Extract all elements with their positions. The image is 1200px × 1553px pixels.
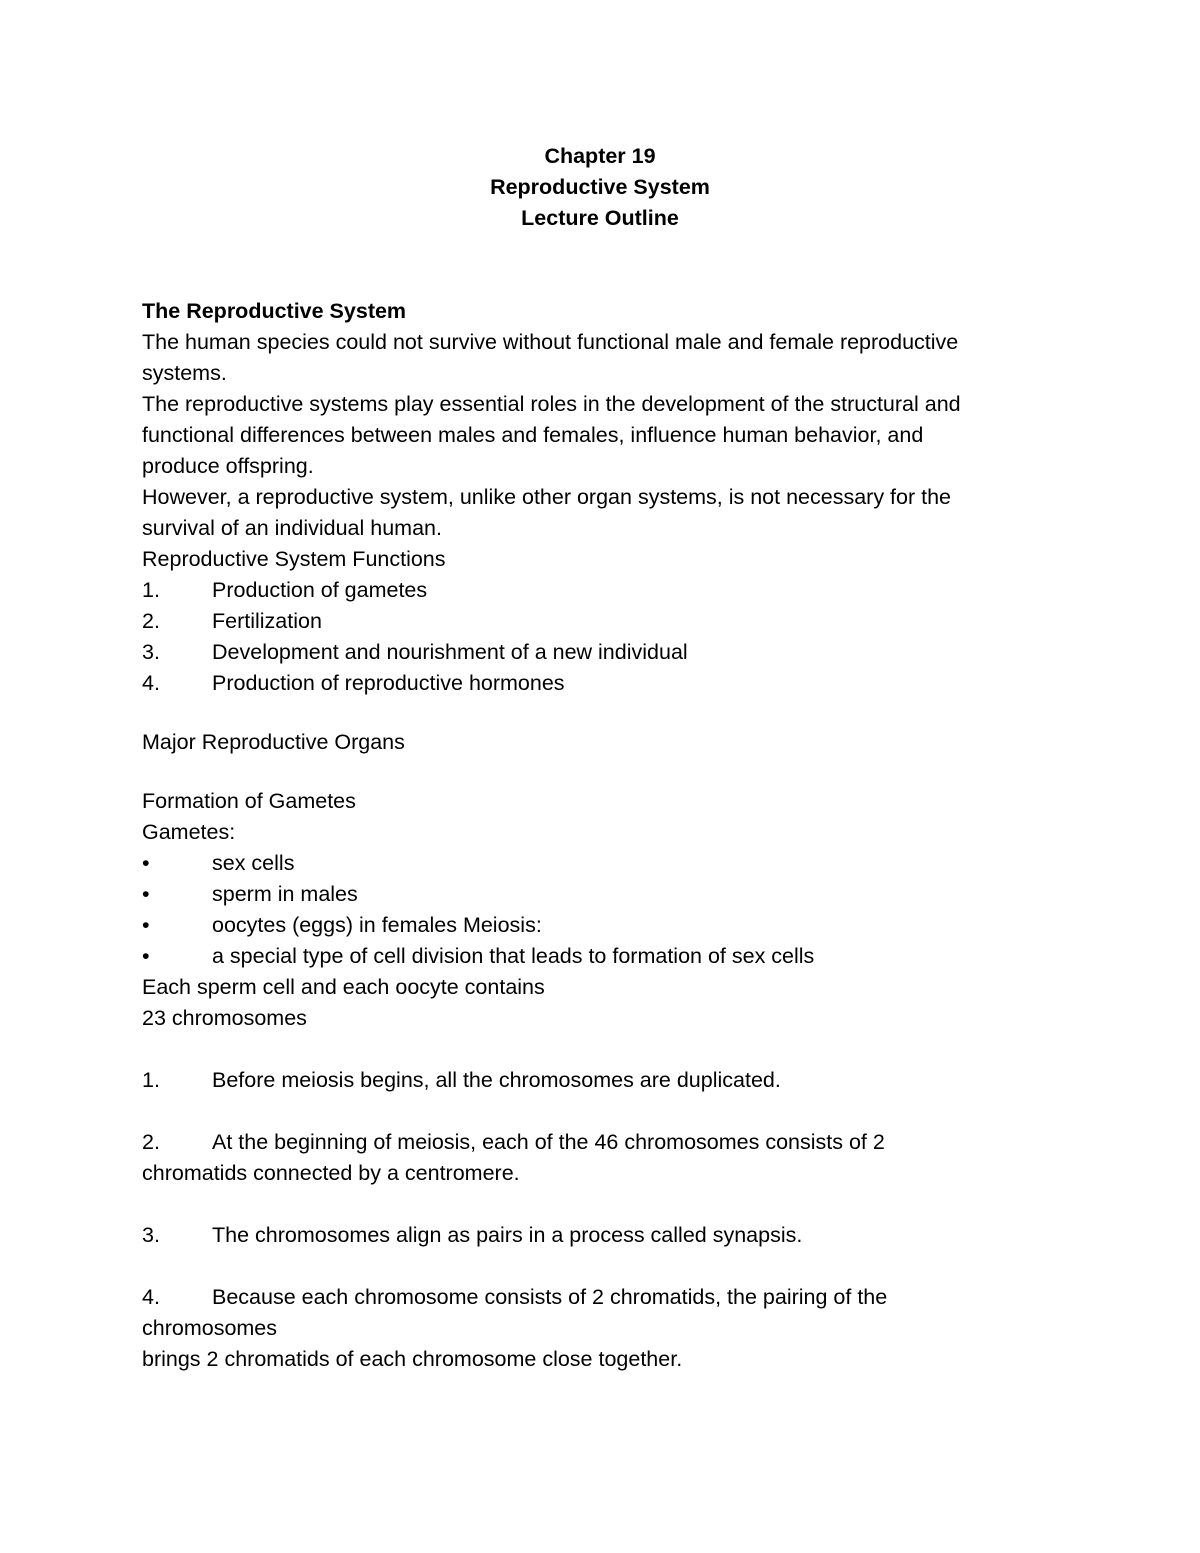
step-text: The chromosomes align as pairs in a process called synapsis. [212, 1223, 803, 1247]
list-marker: 4. [142, 671, 160, 695]
list-item-text: Production of reproductive hormones [212, 671, 565, 695]
bullet-item [142, 941, 1200, 972]
bullet-marker: • [142, 913, 150, 937]
list-item-text: Development and nourishment of a new individual [212, 640, 688, 664]
step-marker: 3. [142, 1223, 160, 1247]
step-text: Before meiosis begins, all the chromosomes are duplicated. [212, 1068, 781, 1092]
step-item [142, 1127, 1200, 1158]
bullet-item [142, 910, 1200, 941]
bullet-text: oocytes (eggs) in females Meiosis: [212, 913, 542, 937]
gametes-label: Gametes: [142, 820, 236, 844]
list-item [142, 606, 1200, 637]
list-marker: 3. [142, 640, 160, 664]
bullet-item [142, 879, 1200, 910]
step-continuation: chromatids connected by a centromere. [142, 1161, 520, 1185]
list-item [142, 668, 1200, 699]
step-continuation: chromosomes [142, 1316, 278, 1340]
section-heading-formation-of-gametes: Formation of Gametes [142, 789, 356, 813]
list-item-text: Production of gametes [212, 578, 428, 602]
bullet-marker: • [142, 882, 150, 906]
paragraph-line: produce offspring. [142, 454, 314, 478]
title-block [142, 141, 1058, 234]
step-item [142, 1220, 1200, 1251]
subject-title: Reproductive System [490, 175, 710, 199]
step-marker: 1. [142, 1068, 160, 1092]
bullet-marker: • [142, 851, 150, 875]
step-item [142, 1065, 1200, 1096]
paragraph-line: The human species could not survive without functional male and female reproductive [142, 330, 959, 354]
bullet-marker: • [142, 944, 150, 968]
list-item-text: Fertilization [212, 609, 322, 633]
list-marker: 1. [142, 578, 160, 602]
list-item [142, 575, 1200, 606]
bullet-item [142, 848, 1200, 879]
step-marker: 4. [142, 1285, 160, 1309]
paragraph-line: survival of an individual human. [142, 516, 442, 540]
list-item [142, 637, 1200, 668]
list-marker: 2. [142, 609, 160, 633]
step-continuation: brings 2 chromatids of each chromosome close together. [142, 1347, 683, 1371]
step-text: Because each chromosome consists of 2 chromatids, the pairing of the [212, 1285, 888, 1309]
paragraph-line: functional differences between males and females, influence human behavior, and [142, 423, 924, 447]
paragraph-line: systems. [142, 361, 227, 385]
step-text: At the beginning of meiosis, each of the 46 chromosomes consists of 2 [212, 1130, 885, 1154]
section-heading-major-organs: Major Reproductive Organs [142, 730, 405, 754]
step-marker: 2. [142, 1130, 160, 1154]
bullet-text: sperm in males [212, 882, 358, 906]
section-heading-reproductive-system: The Reproductive System [142, 299, 407, 323]
paragraph-line: Each sperm cell and each oocyte contains [142, 975, 545, 999]
functions-label: Reproductive System Functions [142, 547, 446, 571]
doc-type-title: Lecture Outline [521, 206, 679, 230]
step-item [142, 1282, 1200, 1313]
chapter-title: Chapter 19 [544, 144, 656, 168]
paragraph-line: The reproductive systems play essential roles in the development of the structural and [142, 392, 961, 416]
bullet-text: sex cells [212, 851, 295, 875]
paragraph-line: However, a reproductive system, unlike other organ systems, is not necessary for the [142, 485, 952, 509]
paragraph-line: 23 chromosomes [142, 1006, 307, 1030]
bullet-text: a special type of cell division that leads to formation of sex cells [212, 944, 815, 968]
